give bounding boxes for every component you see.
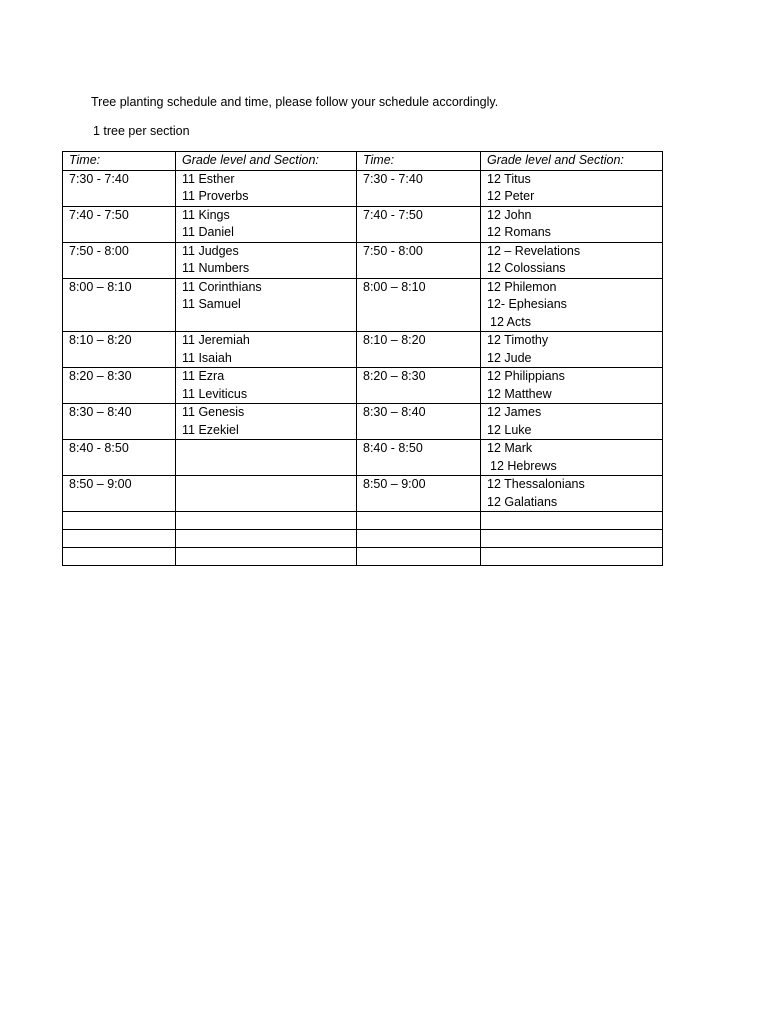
grade-left-cell [176, 206, 357, 242]
time-left: 8:40 - 8:50 [69, 441, 129, 455]
time-left-cell [63, 440, 176, 476]
empty-cell [481, 548, 663, 566]
time-right-cell [357, 368, 481, 404]
section-left: 11 Ezekiel [182, 422, 239, 437]
header-grade-right: Grade level and Section: [481, 152, 663, 171]
schedule-table [62, 151, 663, 566]
grade-left-cell [176, 476, 357, 512]
empty-cell [63, 530, 176, 548]
table-row [63, 368, 663, 404]
section-left: 11 Proverbs [182, 189, 249, 203]
section-right: 12 – Revelations [487, 243, 581, 258]
time-right: 8:20 – 8:30 [363, 369, 426, 383]
time-left: 8:00 – 8:10 [69, 279, 132, 294]
grade-right-cell [481, 206, 663, 242]
grade-left-cell [176, 242, 357, 278]
section-right: 12 Timothy [487, 333, 549, 347]
grade-right-cell [481, 368, 663, 404]
table-row [63, 278, 663, 332]
empty-cell [481, 530, 663, 548]
empty-cell [357, 512, 481, 530]
time-left-cell [63, 206, 176, 242]
section-right: 12 Jude [487, 350, 532, 365]
table-row [63, 404, 663, 440]
empty-cell [176, 530, 357, 548]
grade-right-cell [481, 278, 663, 332]
time-right: 8:30 – 8:40 [363, 405, 426, 419]
section-left: 11 Kings [182, 207, 230, 222]
section-left [182, 494, 356, 512]
table-row [63, 242, 663, 278]
empty-cell [63, 512, 176, 530]
table-row [63, 170, 663, 206]
grade-right-cell [481, 404, 663, 440]
time-right: 8:50 – 9:00 [363, 477, 426, 491]
time-right-cell [357, 476, 481, 512]
section-right: 12 Mark [487, 441, 533, 455]
empty-cell [357, 548, 481, 566]
grade-left-cell [176, 170, 357, 206]
section-right: 12 James [487, 405, 542, 419]
time-right-cell [357, 404, 481, 440]
time-right: 8:00 – 8:10 [363, 279, 426, 294]
time-left: 8:20 – 8:30 [69, 369, 132, 383]
section-left: 11 Ezra [182, 369, 225, 383]
time-left-cell [63, 278, 176, 332]
section-right: 12 Acts [490, 314, 531, 329]
schedule-note: 1 tree per section [93, 124, 190, 138]
time-right: 7:30 - 7:40 [363, 171, 423, 186]
section-right: 12 Peter [487, 189, 535, 203]
section-right: 12 Matthew [487, 386, 552, 401]
header-grade-left: Grade level and Section: [176, 152, 357, 171]
grade-left-cell [176, 404, 357, 440]
time-left: 8:10 – 8:20 [69, 333, 132, 347]
time-left-cell [63, 476, 176, 512]
header-row [63, 152, 663, 171]
time-left: 8:50 – 9:00 [69, 477, 132, 491]
section-left: 11 Samuel [182, 297, 241, 311]
time-left-cell [63, 332, 176, 368]
grade-left-cell [176, 278, 357, 332]
section-left [182, 476, 356, 494]
empty-cell [481, 512, 663, 530]
time-left-cell [63, 404, 176, 440]
empty-cell [63, 548, 176, 566]
section-left [182, 440, 356, 458]
time-right-cell [357, 206, 481, 242]
section-left: 11 Daniel [182, 225, 234, 239]
time-left-cell [63, 368, 176, 404]
empty-row [63, 512, 663, 530]
grade-left-cell [176, 332, 357, 368]
time-right-cell [357, 170, 481, 206]
empty-cell [176, 512, 357, 530]
section-left: 11 Numbers [182, 261, 250, 275]
section-right: 12 Colossians [487, 261, 566, 275]
table-row [63, 440, 663, 476]
section-right: 12 Philippians [487, 369, 565, 383]
time-right-cell [357, 332, 481, 368]
table-row [63, 332, 663, 368]
section-right: 12- Ephesians [487, 297, 567, 311]
table-row [63, 206, 663, 242]
grade-left-cell [176, 440, 357, 476]
time-left-cell [63, 242, 176, 278]
section-right: 12 Philemon [487, 279, 557, 294]
time-right-cell [357, 440, 481, 476]
section-left: 11 Judges [182, 243, 239, 258]
time-right: 7:50 - 8:00 [363, 243, 423, 258]
grade-left-cell [176, 368, 357, 404]
header-time-left: Time: [63, 152, 176, 171]
grade-right-cell [481, 440, 663, 476]
section-left: 11 Corinthians [182, 279, 262, 294]
section-right: 12 Hebrews [490, 458, 557, 473]
header-time-right: Time: [357, 152, 481, 171]
section-left: 11 Esther [182, 171, 235, 186]
section-left: 11 Isaiah [182, 350, 232, 365]
section-left: 11 Jeremiah [182, 333, 250, 347]
section-right: 12 Romans [487, 225, 551, 239]
section-right: 12 Thessalonians [487, 477, 585, 491]
empty-row [63, 548, 663, 566]
empty-cell [357, 530, 481, 548]
schedule-intro: Tree planting schedule and time, please follow your schedule accordingly. [91, 95, 499, 109]
grade-right-cell [481, 242, 663, 278]
section-left: 11 Leviticus [182, 386, 248, 401]
time-right: 8:40 - 8:50 [363, 441, 423, 455]
time-right-cell [357, 278, 481, 332]
section-right: 12 Luke [487, 422, 532, 437]
section-left [182, 458, 356, 476]
section-left: 11 Genesis [182, 405, 245, 419]
time-left: 8:30 – 8:40 [69, 405, 132, 419]
empty-cell [176, 548, 357, 566]
time-left: 7:30 - 7:40 [69, 171, 129, 186]
grade-right-cell [481, 170, 663, 206]
time-right-cell [357, 242, 481, 278]
section-right: 12 Galatians [487, 494, 558, 509]
section-right: 12 John [487, 207, 532, 222]
empty-row [63, 530, 663, 548]
grade-right-cell [481, 332, 663, 368]
time-left-cell [63, 170, 176, 206]
section-right: 12 Titus [487, 171, 531, 186]
table-row [63, 476, 663, 512]
time-right: 7:40 - 7:50 [363, 207, 423, 222]
time-left: 7:40 - 7:50 [69, 207, 129, 222]
time-right: 8:10 – 8:20 [363, 333, 426, 347]
time-left: 7:50 - 8:00 [69, 243, 129, 258]
grade-right-cell [481, 476, 663, 512]
